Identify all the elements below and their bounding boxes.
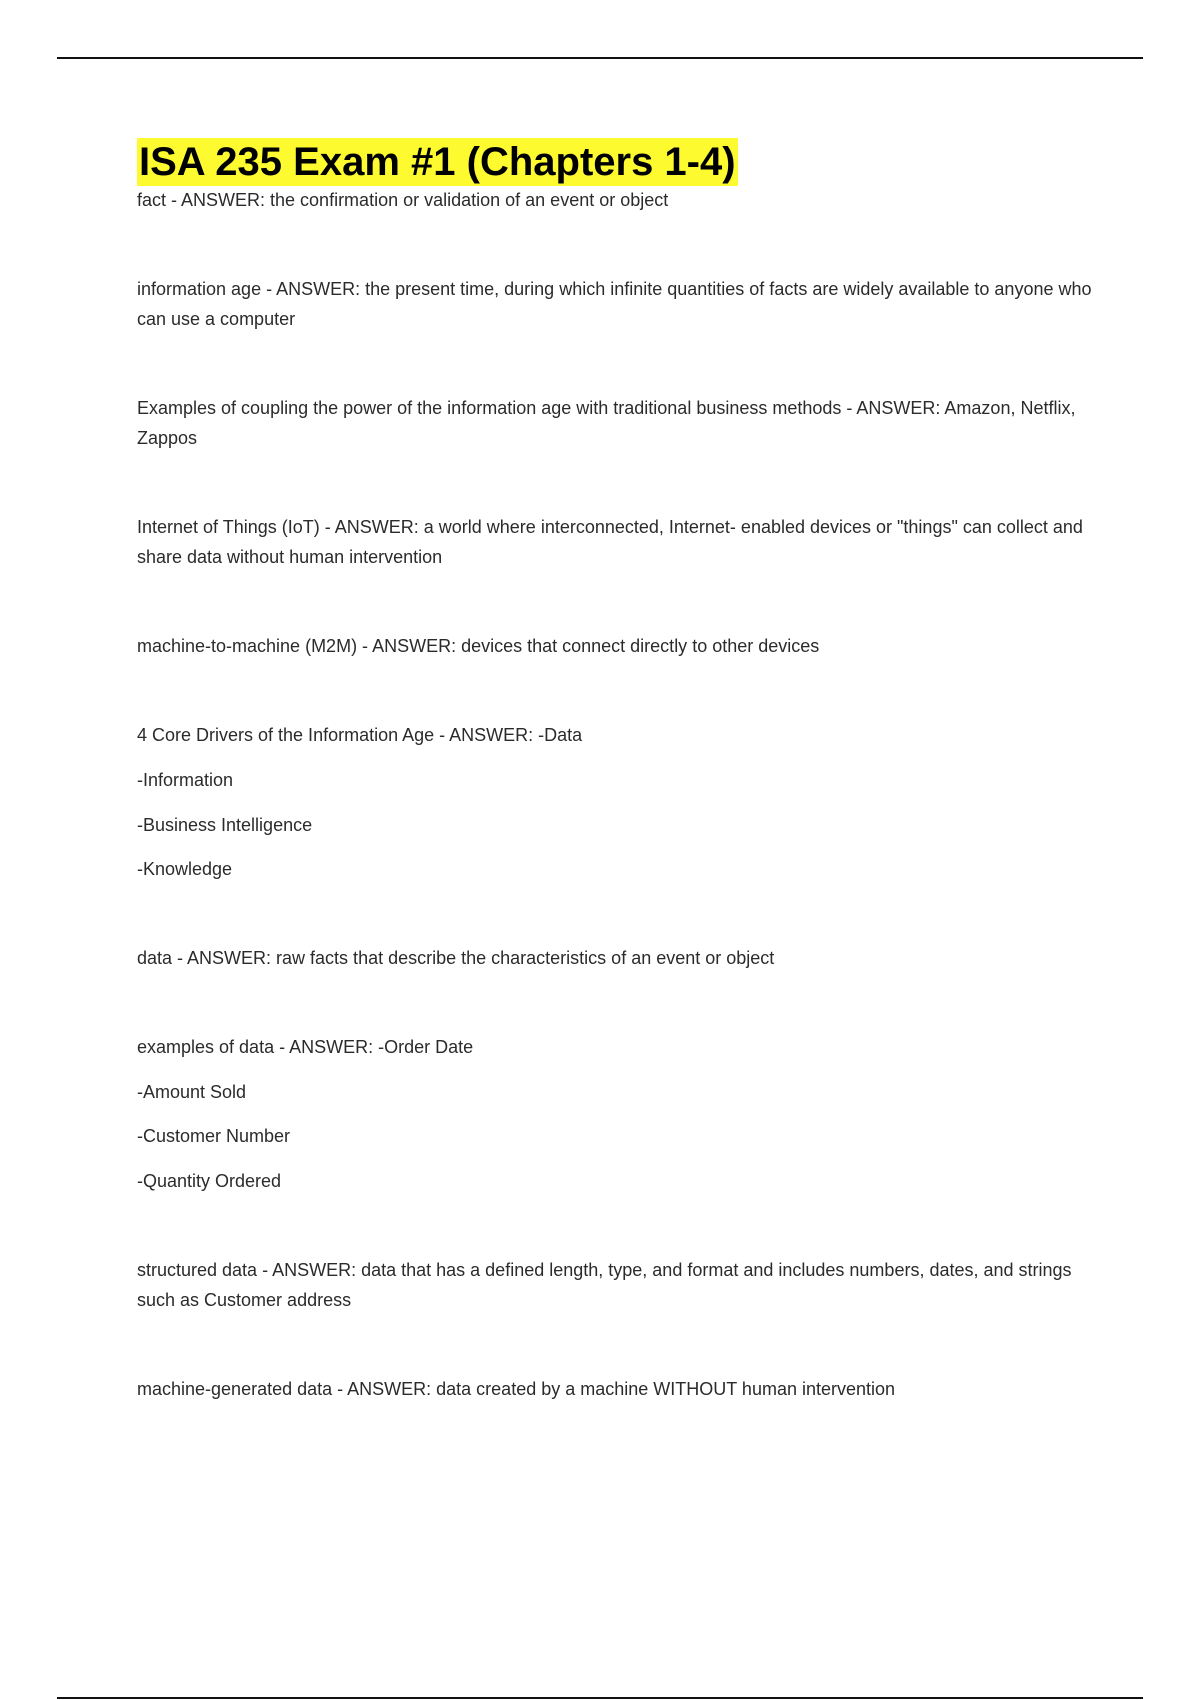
list-item: -Amount Sold xyxy=(137,1082,247,1102)
entry-information-age: information age - ANSWER: the present time, during which infinite quantities of facts are widely available to anyone who can use a computer xyxy=(137,279,1092,329)
entry-core-drivers: 4 Core Drivers of the Information Age - ANSWER: -Data xyxy=(137,725,583,745)
list-item: -Knowledge xyxy=(137,859,233,879)
entry-iot: Internet of Things (IoT) - ANSWER: a world where interconnected, Internet- enabled devices or "things" can collect and share data without human intervention xyxy=(137,517,1083,567)
entry-m2m: machine-to-machine (M2M) - ANSWER: devices that connect directly to other devices xyxy=(137,636,820,656)
entry-fact: fact - ANSWER: the confirmation or validation of an event or object xyxy=(137,190,669,210)
top-rule xyxy=(57,57,1143,59)
list-item: -Business Intelligence xyxy=(137,815,313,835)
list-item: -Customer Number xyxy=(137,1126,291,1146)
bottom-rule xyxy=(57,1697,1143,1699)
entry-machine-generated-data: machine-generated data - ANSWER: data created by a machine WITHOUT human intervention xyxy=(137,1379,896,1399)
entry-examples-of-data: examples of data - ANSWER: -Order Date xyxy=(137,1037,474,1057)
list-item: -Information xyxy=(137,770,234,790)
entry-coupling-examples: Examples of coupling the power of the information age with traditional business methods - ANSWER: Amazon, Netflix, Zappos xyxy=(137,398,1076,448)
entry-structured-data: structured data - ANSWER: data that has a defined length, type, and format and includes numbers, dates, and strings such as Customer address xyxy=(137,1260,1072,1310)
entry-data: data - ANSWER: raw facts that describe the characteristics of an event or object xyxy=(137,948,775,968)
document-header xyxy=(137,138,1097,186)
document-title: ISA 235 Exam #1 (Chapters 1-4) xyxy=(139,140,736,184)
list-item: -Quantity Ordered xyxy=(137,1171,282,1191)
